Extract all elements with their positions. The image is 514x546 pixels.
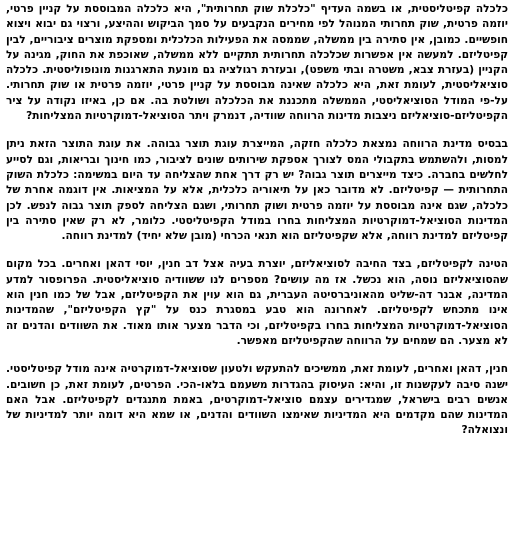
paragraph-1: כלכלה קפיטליסטית, או בשמה העדיף "כלכלת שוק תחרותית", היא כלכלה המבוססת על קניין פרטי, יוזמה פרטית, שוק תחרותי המנוהל לפי מחירים הנקבעים על סמך הביקוש וההיצע, ורצוי גם יבוא ויצוא חופשיים. כמובן, אין סתירה בין ממשלה, שממסה את הפעילות הכלכלית ומספקת מוצרים ציבוריים, לבין קפיטליזם. למעשה אין אפשרות שכלכלה תחרותית תתקיים ללא ממשלה, שאוכפת את החוק, מגינה על הקניין (בעזרת צבא, משטרה ובתי משפט), ובעזרת רגולציה גם מונעת התארגנות מונופוליסטית. כלכלה סוציאליסטית, לעומת זאת, היא כלכלה שאינה מבוססת על קניין פרטי, יוזמה פרטית או שוק תחרותי. על-פי המודל הסוציאליסטי, הממשלה מתכננת את הכלכלה ושולטת בה. אם כן, באיזו נקודה על ציר הקפיטליזם-סוציאליזם ניצבות מדינות הרווחה שוודיה, דנמרק ויתר הסוציאל-דמוקרטיות המצליחות?	[6, 3, 508, 123]
paragraph-3: הטינה לקפיטליזם, בצד החיבה לסוציאליזם, יוצרת בעיה אצל דב חנין, יוסי דהאן ואחרים. בכל מקום שהסוציאליזם נוסה, הוא נכשל. אז מה עושים? מספרים לנו ששוודיה סוציאליסטית. הפרופסור למדע המדינה, אבנר דה-שליט מהאוניברסיטה העברית, גם הוא עוין את הקפיטליזם, אבל של כמו חנין הוא אינו מתכחש לקפיטליזם. לאחרונה הוא טבע במסגרת כנס על "קץ הקפיטליזם", שהמדינות הסוציאל-דמוקרטיות המצליחות בחרו בקפיטליזם, וכי הדבר מצער אותו מאוד. את השוודים והדנים זה לא מצער. הם שמחים על הרווחה שהקפיטליזם מאפשר.	[6, 258, 508, 347]
paragraph-2: בבסיס מדינת הרווחה נמצאת כלכלה חזקה, המייצרת עוגת תוצר גבוהה. את עוגת התוצר הזאת ניתן למסות, ולהשתמש בתקבולי המס לצורך אספקת שירותים שונים לציבור, כמו חינוך ובריאות, וגם לסייע לחלשים בחברה. כיצד מייצרים תוצר גבוה? יש רק דרך אחת שהצליחה עד היום במשימה: כלכלת השוק התחרותית — קפיטליזם. לא מדובר כאן על תיאוריה כלכלית, אלא על המציאות. אין דוגמה אחרת של כלכלה, שגם אינה מבוססת על יוזמה פרטית ושוק תחרותי, ושגם הצליחה לספק תוצר גבוה לנפש. לכן המדינות הסוציאל-דמוקרטיות המצליחות בחרו במודל הקפיטליסטי. כלומר, לא רק שאין סתירה בין קפיטליזם למדינת רווחה, אלא שקפיטליזם הוא תנאי הכרחי (מובן שלא יחיד) למדינת רווחה.	[6, 138, 508, 243]
paragraph-4: חנין, דהאן ואחרים, לעומת זאת, ממשיכים להתעקש ולטעון שסוציאל-דמוקרטיה אינה מודל קפיטליסטי. ישנה סיבה לעקשנות זו, והיא: העיסוק בהגדרות משעמם בלאו-הכי. הפרטים, לעומת זאת, כן חשובים. אנשים רבים בישראל, שמגדירים עצמם סוציאל-דמוקרטים, באמת מתנגדים לקפיטליזם. אבל האם המדינות שהם מקדמים היא המדיניות שאימצו השוודים והדנים, או שמא היא דומה יותר למדיניות של ונצואלה?	[6, 363, 508, 437]
